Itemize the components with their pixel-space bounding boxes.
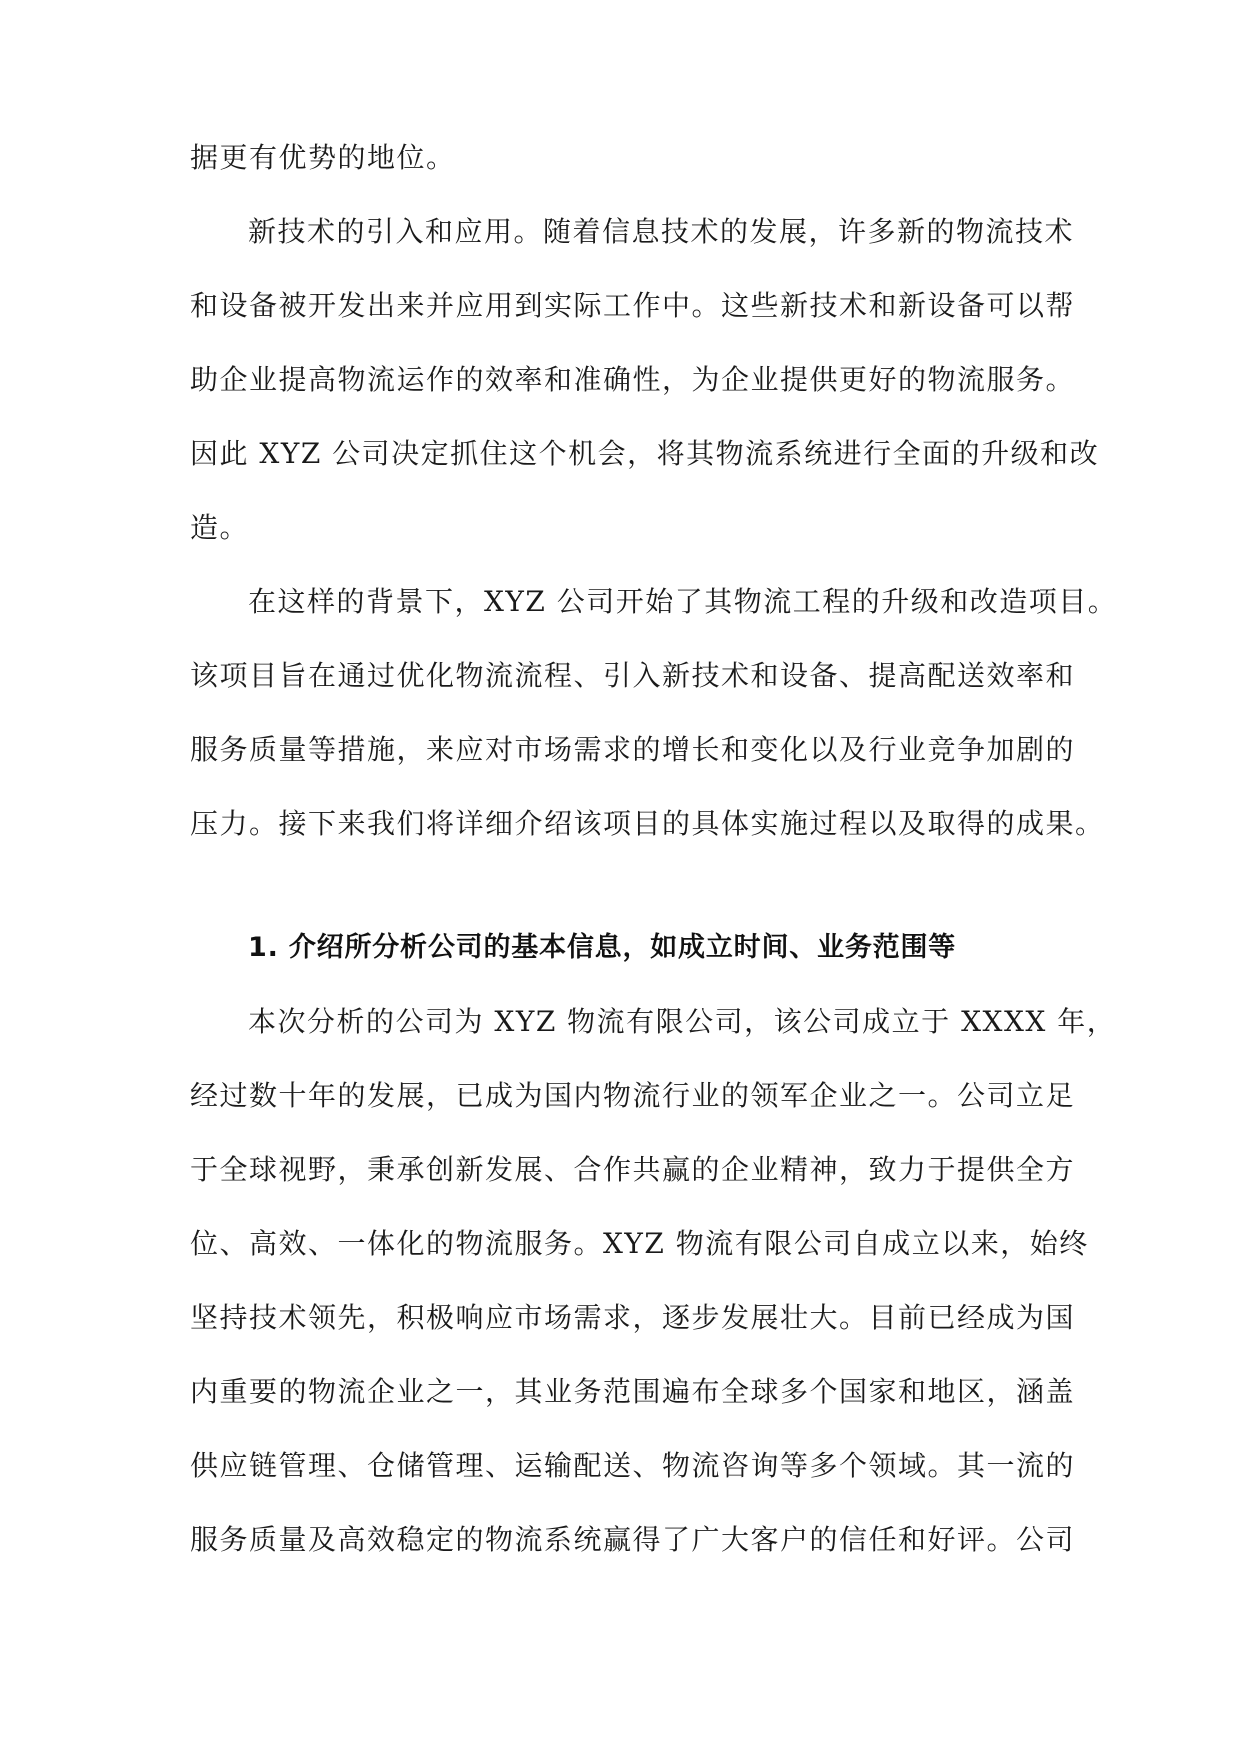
paragraph-line: 新技术的引入和应用。随着信息技术的发展，许多新的物流技术	[248, 215, 1075, 248]
paragraph-line: 因此 XYZ 公司决定抓住这个机会，将其物流系统进行全面的升级和改	[190, 437, 1100, 470]
paragraph-line: 据更有优势的地位。	[190, 141, 456, 174]
paragraph-line: 压力。接下来我们将详细介绍该项目的具体实施过程以及取得的成果。	[190, 807, 1105, 840]
paragraph-line: 位、高效、一体化的物流服务。XYZ 物流有限公司自成立以来，始终	[190, 1227, 1089, 1260]
paragraph-line: 本次分析的公司为 XYZ 物流有限公司，该公司成立于 XXXX 年，	[248, 1005, 1117, 1038]
paragraph-line: 坚持技术领先，积极响应市场需求，逐步发展壮大。目前已经成为国	[190, 1301, 1076, 1334]
paragraph-line: 和设备被开发出来并应用到实际工作中。这些新技术和新设备可以帮	[190, 289, 1076, 322]
paragraph-line: 该项目旨在通过优化物流流程、引入新技术和设备、提高配送效率和	[190, 659, 1076, 692]
paragraph-line: 经过数十年的发展，已成为国内物流行业的领军企业之一。公司立足	[190, 1079, 1076, 1112]
paragraph-line: 于全球视野，秉承创新发展、合作共赢的企业精神，致力于提供全方	[190, 1153, 1076, 1186]
paragraph-line: 服务质量及高效稳定的物流系统赢得了广大客户的信任和好评。公司	[190, 1523, 1076, 1556]
paragraph-line: 助企业提高物流运作的效率和准确性，为企业提供更好的物流服务。	[190, 363, 1076, 396]
paragraph-line: 服务质量等措施，来应对市场需求的增长和变化以及行业竞争加剧的	[190, 733, 1076, 766]
section-heading: 1. 介绍所分析公司的基本信息，如成立时间、业务范围等	[248, 932, 957, 963]
paragraph-line: 造。	[190, 511, 250, 544]
paragraph-line: 供应链管理、仓储管理、运输配送、物流咨询等多个领域。其一流的	[190, 1449, 1076, 1482]
paragraph-line: 内重要的物流企业之一，其业务范围遍布全球多个国家和地区，涵盖	[190, 1375, 1076, 1408]
paragraph-line: 在这样的背景下，XYZ 公司开始了其物流工程的升级和改造项目。	[248, 585, 1118, 618]
